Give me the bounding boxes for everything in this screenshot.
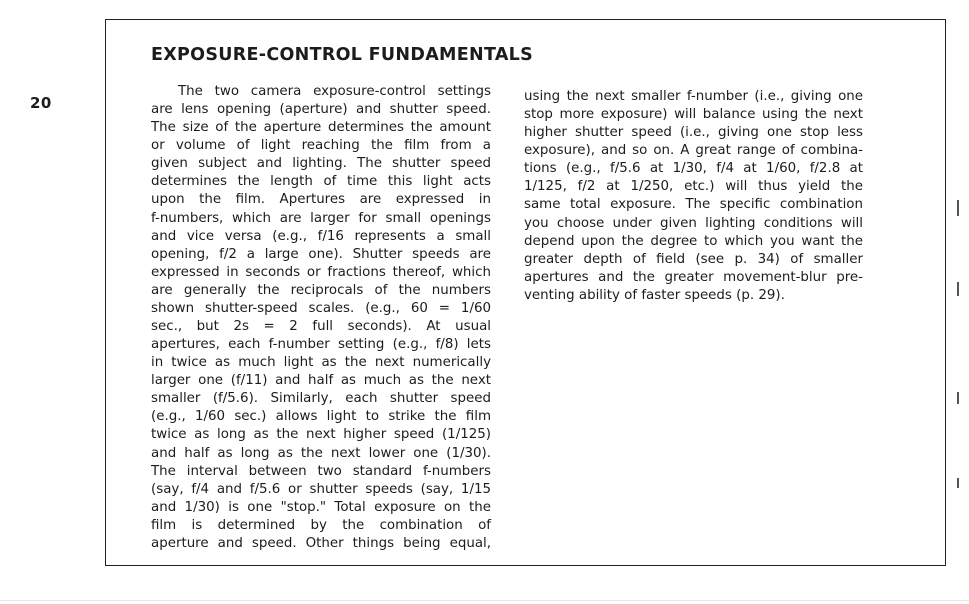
- text-line: are generally the reciprocals of the numbers: [151, 282, 491, 298]
- text-line: determines the length of time this light acts: [151, 174, 491, 190]
- text-line: sec., but 2s = 2 full seconds). At usual: [151, 319, 491, 335]
- scan-edge: [0, 600, 969, 601]
- text-line: and vice versa (e.g., f/16 represents a small: [151, 228, 491, 244]
- scan-mark: [957, 478, 959, 488]
- text-line: depend upon the degree to which you want the: [524, 233, 863, 249]
- text-line: (say, f/4 and f/5.6 or shutter speeds (say, 1/15: [151, 481, 491, 497]
- text-line: apertures, each f-number setting (e.g., f/8) lets: [151, 337, 491, 353]
- text-line: given subject and lighting. The shutter speed: [151, 156, 491, 172]
- text-line: f-numbers, which are larger for small openings: [151, 210, 491, 226]
- scan-mark: [957, 200, 959, 216]
- text-line: greater depth of field (see p. 34) of smaller: [524, 251, 863, 267]
- text-line: The two camera exposure-control settings: [178, 84, 491, 99]
- text-line: using the next smaller f-number (i.e., giving one: [524, 89, 863, 104]
- text-line: stop more exposure) will balance using the next: [524, 107, 863, 123]
- text-line: expressed in seconds or fractions thereof, which: [151, 264, 491, 280]
- scan-mark: [957, 392, 959, 404]
- text-line: tions (e.g., f/5.6 at 1/30, f/4 at 1/60, f/2.8 at: [524, 161, 863, 177]
- right-column: [524, 88, 863, 305]
- text-line: 1/125, f/2 at 1/250, etc.) will thus yield the: [524, 179, 863, 195]
- text-line: are lens opening (aperture) and shutter speed.: [151, 102, 491, 118]
- text-line: The size of the aperture determines the amount: [151, 120, 491, 136]
- text-line: shown shutter-speed scales. (e.g., 60 = 1/60: [151, 300, 491, 316]
- text-line: in twice as much light as the next numerically: [151, 355, 491, 371]
- text-line: same total exposure. The specific combination: [524, 197, 863, 213]
- text-line: venting ability of faster speeds (p. 29).: [524, 287, 785, 303]
- text-line: upon the film. Apertures are expressed in: [151, 192, 491, 208]
- page-number: 20: [30, 94, 52, 112]
- text-line: twice as long as the next higher speed (1/125): [151, 427, 491, 443]
- text-line: film is determined by the combination of: [151, 517, 491, 533]
- text-line: or volume of light reaching the film from a: [151, 138, 491, 154]
- text-line: opening, f/2 a large one). Shutter speeds are: [151, 246, 491, 262]
- text-line: higher shutter speed (i.e., giving one stop less: [524, 125, 863, 141]
- text-line: (e.g., 1/60 sec.) allows light to strike the film: [151, 409, 491, 425]
- text-line: The interval between two standard f-numbers: [151, 463, 491, 479]
- text-line: you choose under given lighting conditions will: [524, 215, 863, 231]
- scan-mark: [957, 282, 959, 296]
- text-line: apertures and the greater movement-blur pre-: [524, 269, 863, 285]
- text-line: and half as long as the next lower one (1/30).: [151, 445, 491, 461]
- text-line: exposure), and so on. A great range of combina-: [524, 143, 863, 159]
- left-column: [151, 83, 491, 553]
- text-line: and 1/30) is one "stop." Total exposure on the: [151, 499, 491, 515]
- text-line: smaller (f/5.6). Similarly, each shutter speed: [151, 391, 491, 407]
- text-line: aperture and speed. Other things being equal,: [151, 535, 491, 551]
- section-heading: EXPOSURE-CONTROL FUNDAMENTALS: [151, 45, 534, 65]
- text-line: larger one (f/11) and half as much as the next: [151, 373, 491, 389]
